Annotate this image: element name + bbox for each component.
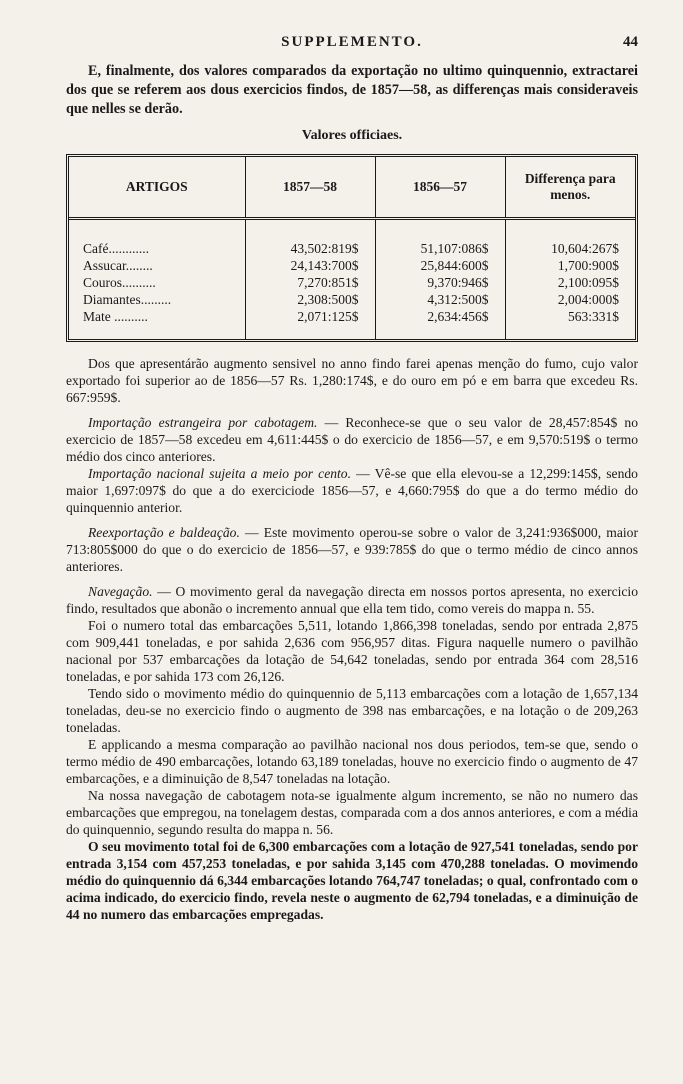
paragraph-importacao-estrangeira bbox=[66, 414, 638, 465]
differenca-column bbox=[505, 219, 635, 340]
paragraph-navegacao bbox=[66, 583, 638, 617]
lead-navegacao: Navegação. bbox=[88, 584, 153, 599]
header-1857-58: 1857—58 bbox=[245, 157, 375, 219]
diff-assucar: 1,700:900$ bbox=[557, 258, 619, 273]
artigo-cafe: Café............ bbox=[83, 241, 149, 256]
paragraph-movimento-total: O seu movimento total foi de 6,300 embarcações com a lotação de 927,541 toneladas, sendo por entrada 3,154 com 457,253 toneladas, e por sahida 3,145 com 470,288 toneladas. O movimendo médio do quinquennio dá 6,344 embarcações lotando 764,747 toneladas; o qual, confrontado com o acima indicado, do exercicio findo, revela neste o augmento de 62,794 toneladas, e a diminuição de 44 no numero das embarcações empregadas. bbox=[66, 839, 639, 922]
value-1857-couros: 7,270:851$ bbox=[297, 275, 359, 290]
paragraph-pavilhao-nacional: E applicando a mesma comparação ao pavilhão nacional nos dous periodos, tem-se que, sendo o termo médio de 490 embarcações, lotando 63,189 toneladas, houve no exercicio findo o augmento de 47 embarcações, e a diminuição de 8,547 toneladas na lotação. bbox=[66, 737, 638, 786]
paragraph-movimento-medio: Tendo sido o movimento médio do quinquennio de 5,113 embarcações com a lotação de 1,657,134 toneladas, deu-se no exercicio findo o augmento de 398 nas embarcações, e na lotação o de 209,263 toneladas. bbox=[66, 686, 638, 735]
artigo-diamantes: Diamantes......... bbox=[83, 292, 172, 307]
text-importacao-estrangeira: — Reconhece-se que o seu valor de 28,457:854$ no exercicio de 1857—58 excedeu em 4,611:445$ o do exercicio de 1856—57, e em 9,570:519$ o termo médio dos cinco anteriores. bbox=[66, 415, 639, 464]
running-head bbox=[66, 34, 638, 54]
value-1857-assucar: 24,143:700$ bbox=[290, 258, 359, 273]
table-body-row bbox=[69, 219, 635, 340]
running-title: SUPPLEMENTO. bbox=[281, 34, 423, 50]
values-1856-column bbox=[375, 219, 505, 340]
table-header-row bbox=[69, 157, 635, 219]
text-importacao-nacional: — Vê-se que ella elevou-se a 12,299:145$, sendo maior 1,697:097$ do que a do exerciciode 1856—57, e 4,660:795$ do que a do termo médio do quinquennio anterior. bbox=[66, 466, 638, 515]
header-differenca: Differença para menos. bbox=[505, 157, 635, 219]
diff-couros: 2,100:095$ bbox=[557, 275, 619, 290]
diff-diamantes: 2,004:000$ bbox=[557, 292, 619, 307]
header-1856-57: 1856—57 bbox=[375, 157, 505, 219]
paragraph-cabotagem: Na nossa navegação de cabotagem nota-se igualmente algum incremento, se não no numero das embarcações que empregou, na tonelagem destas, comparada com a dos annos anteriores, e com a média do quinquennio, segundo resulta do mappa n. 56. bbox=[66, 788, 638, 837]
artigos-column bbox=[69, 219, 245, 340]
value-1856-assucar: 25,844:600$ bbox=[420, 258, 489, 273]
intro-paragraph: E, finalmente, dos valores comparados da exportação no ultimo quinquennio, extractarei dos que se referem aos dous exercicios findos, de 1857—58, as differenças mais consideraveis que nelles se derão. bbox=[66, 63, 638, 117]
lead-importacao-estrangeira: Importação estrangeira por cabotagem. bbox=[88, 415, 318, 430]
artigo-couros: Couros.......... bbox=[83, 275, 156, 290]
artigo-assucar: Assucar........ bbox=[83, 258, 153, 273]
value-1856-diamantes: 4,312:500$ bbox=[427, 292, 489, 307]
lead-importacao-nacional: Importação nacional sujeita a meio por cento. bbox=[88, 466, 352, 481]
values-table-frame bbox=[66, 154, 638, 342]
diff-mate: 563:331$ bbox=[567, 309, 619, 324]
page-number: 44 bbox=[623, 34, 638, 50]
table-title: Valores officiaes. bbox=[301, 128, 403, 143]
body-text bbox=[66, 355, 638, 923]
value-1856-mate: 2,634:456$ bbox=[427, 309, 489, 324]
values-table bbox=[69, 157, 635, 339]
value-1857-diamantes: 2,308:500$ bbox=[297, 292, 359, 307]
artigo-mate: Mate .......... bbox=[83, 309, 148, 324]
values-1857-column bbox=[245, 219, 375, 340]
paragraph-importacao-nacional bbox=[66, 465, 638, 516]
value-1857-cafe: 43,502:819$ bbox=[290, 241, 359, 256]
paragraph-reexportacao bbox=[66, 524, 638, 575]
diff-cafe: 10,604:267$ bbox=[551, 241, 619, 256]
lead-reexportacao: Reexportação e baldeação. bbox=[88, 525, 240, 540]
text-navegacao: — O movimento geral da navegação directa em nossos portos apresenta, no exercicio findo, resultados que abonão o incremento annual que ella tem tido, como vereis do mappa n. 55. bbox=[66, 584, 638, 616]
value-1857-mate: 2,071:125$ bbox=[297, 309, 359, 324]
header-artigos: ARTIGOS bbox=[69, 157, 245, 219]
paragraph-embarcacoes-total: Foi o numero total das embarcações 5,511, lotando 1,866,398 toneladas, sendo por entrada 2,875 com 909,441 toneladas, e por sahida 2,636 com 956,957 ditas. Figura naquelle numero o pavilhão nacional por 537 embarcações da lotação de 54,642 toneladas, sendo por entrada 364 com 28,516 toneladas, e por sahida 173 com 26,126. bbox=[66, 618, 638, 684]
text-reexportacao: — Este movimento operou-se sobre o valor de 3,241:936$000, maior 713:805$000 do que o do exercicio de 1856—57, e 939:785$ do que o termo médio de cinco annos anteriores. bbox=[66, 525, 638, 574]
value-1856-cafe: 51,107:086$ bbox=[420, 241, 489, 256]
paragraph-fumo-ouro: Dos que apresentárão augmento sensivel no anno findo farei apenas menção do fumo, cujo valor exportado foi superior ao de 1856—57 Rs. 1,280:174$, e do ouro em pó e em barra que excedeu Rs. 667:959$. bbox=[66, 356, 638, 405]
value-1856-couros: 9,370:946$ bbox=[427, 275, 489, 290]
